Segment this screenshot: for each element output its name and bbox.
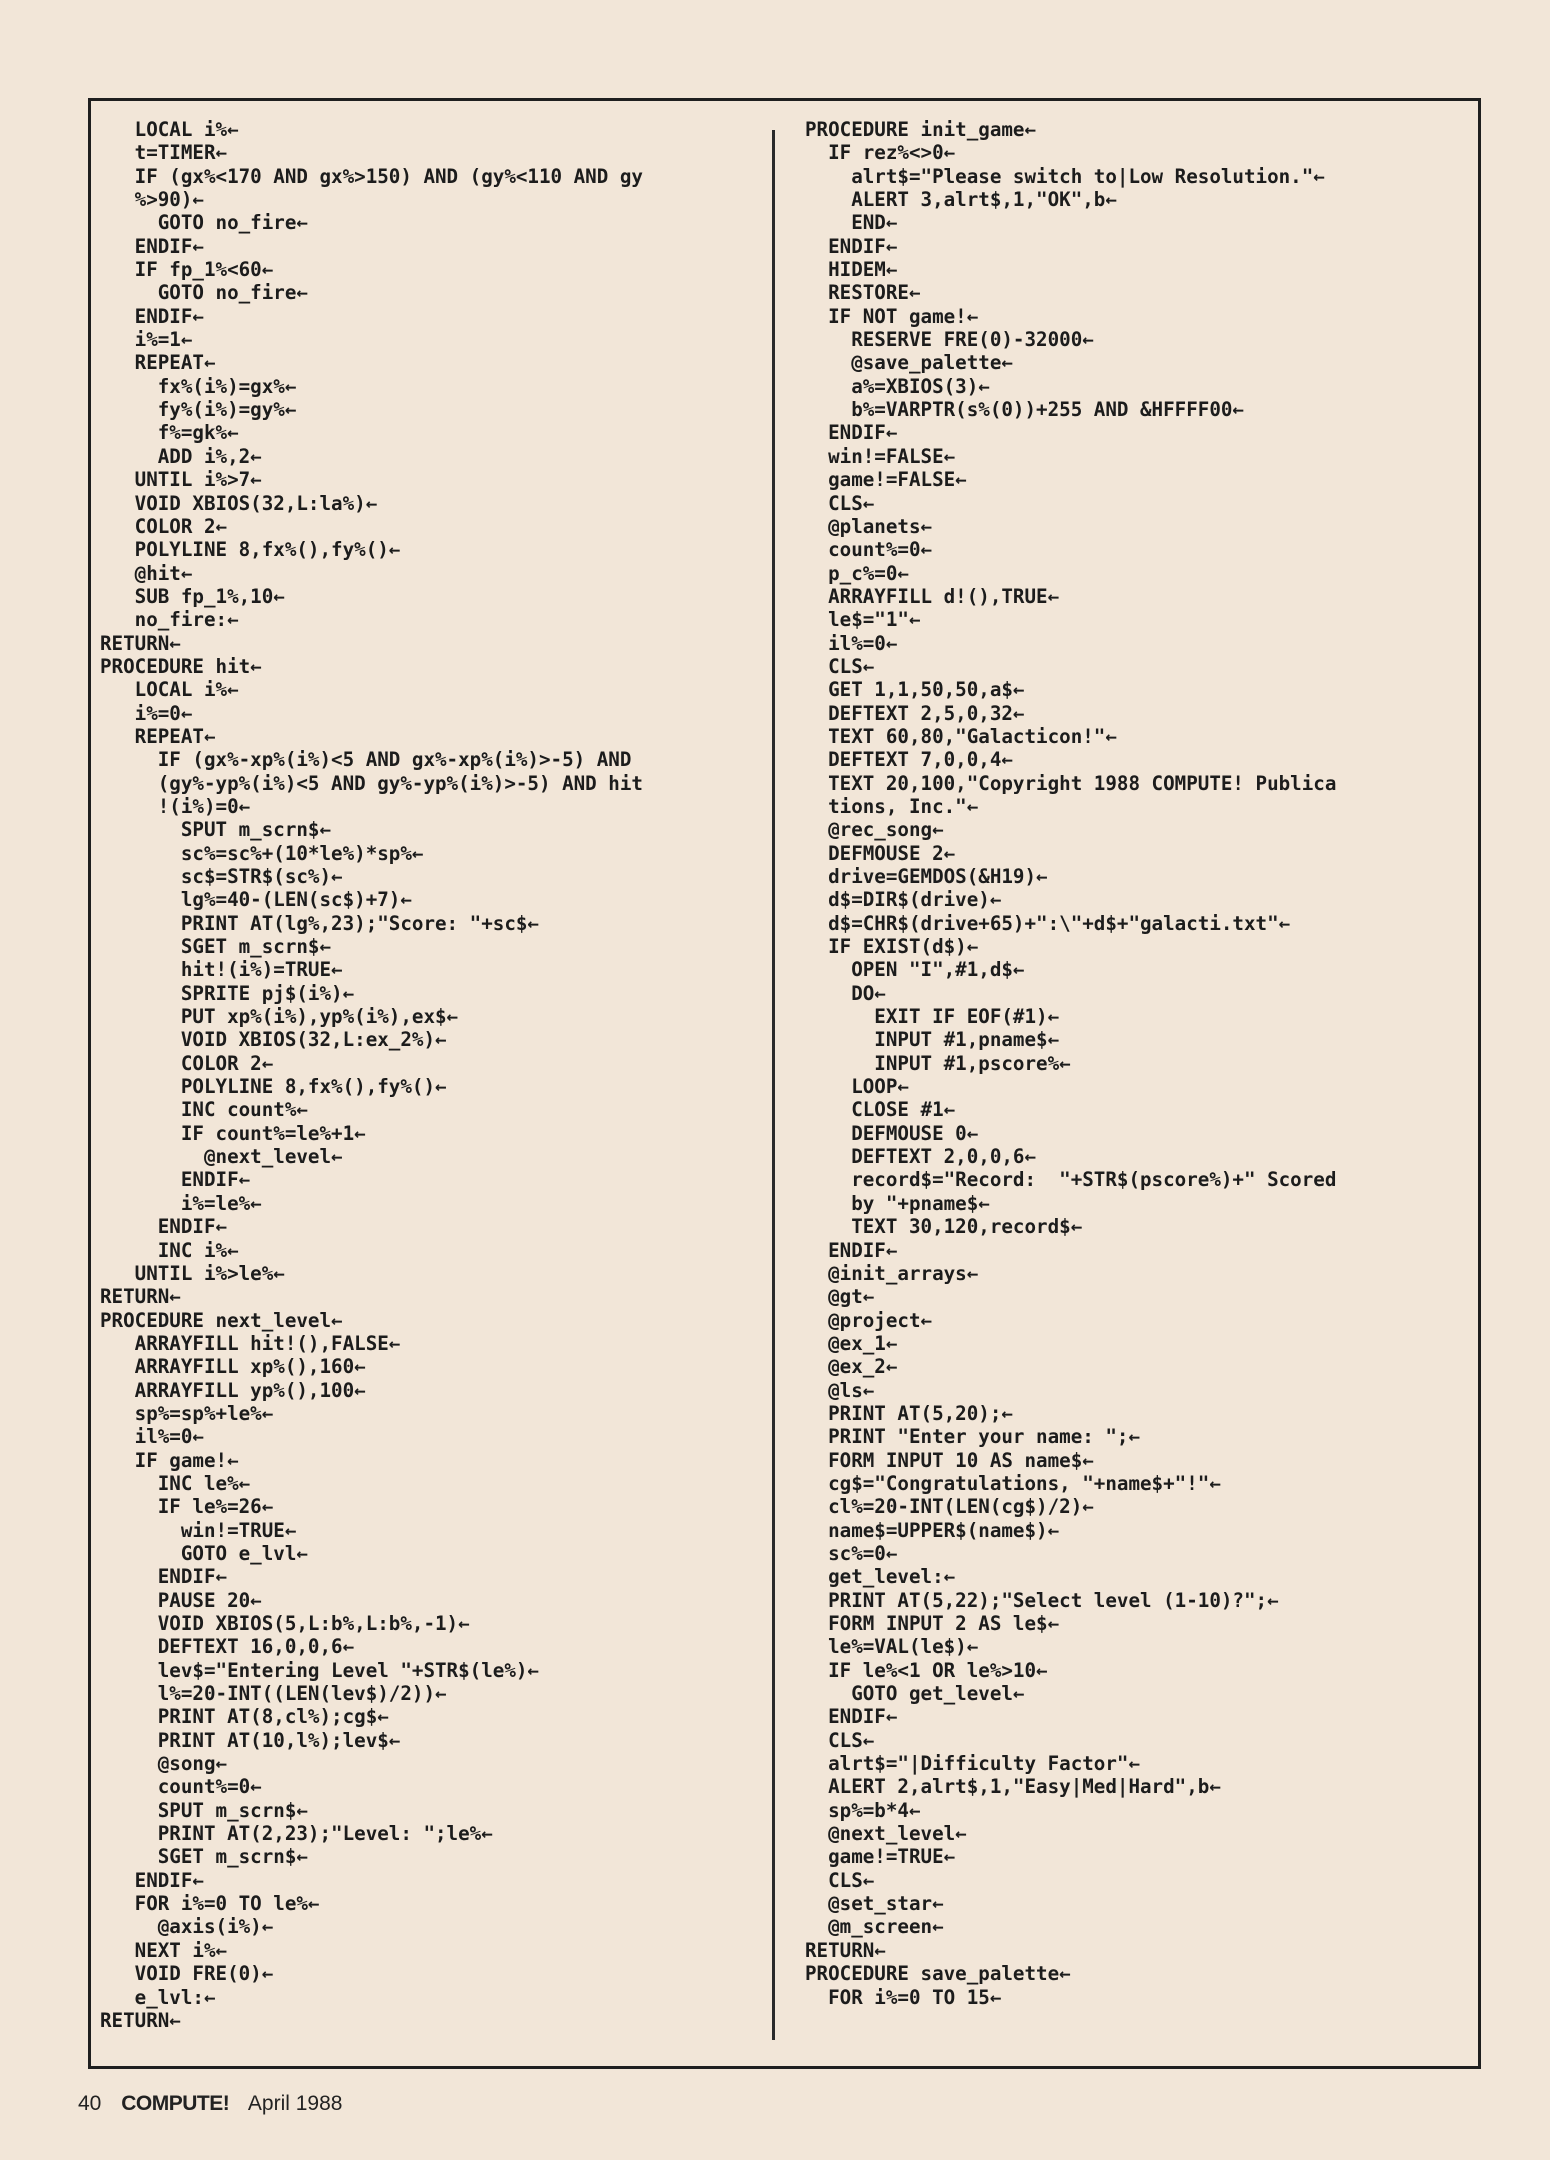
code-column-right [805,118,1465,2009]
code-line: PRINT AT(10,l%);lev$← [100,1728,401,1752]
code-line: FOR i%=0 TO le%← [100,1892,320,1916]
code-line: INPUT #1,pname$← [805,1028,1060,1052]
code-line: count%=0← [805,538,933,562]
code-line: @axis(i%)← [100,1915,274,1939]
code-line: UNTIL i%>le%← [100,1261,285,1285]
code-line: game!=TRUE← [805,1845,956,1869]
code-line: TEXT 60,80,"Galacticon!"← [805,724,1117,748]
code-line: @rec_song← [805,818,944,842]
code-line: a%=XBIOS(3)← [805,374,990,398]
code-line: ADD i%,2← [100,444,262,468]
code-line: count%=0← [100,1775,262,1799]
code-line: DEFTEXT 16,0,0,6← [100,1635,355,1659]
code-line: LOOP← [805,1075,909,1099]
code-line: e_lvl:← [100,1985,216,2009]
code-line: SPRITE pj$(i%)← [100,981,355,1005]
code-line: RETURN← [100,2008,181,2032]
code-line: ALERT 2,alrt$,1,"Easy|Med|Hard",b← [805,1775,1221,1799]
code-line: IF (gx%-xp%(i%)<5 AND gx%-xp%(i%)>-5) AND [100,748,632,772]
code-line: SUB fp_1%,10← [100,584,285,608]
code-line: @ls← [805,1378,875,1402]
code-line: PAUSE 20← [100,1588,262,1612]
code-line: REPEAT← [100,351,216,375]
code-line: i%=1← [100,328,193,352]
code-line: GOTO no_fire← [100,281,308,305]
code-line: l%=20-INT((LEN(lev$)/2))← [100,1682,447,1706]
code-line: PROCEDURE hit← [100,654,262,678]
code-line: IF count%=le%+1← [100,1121,366,1145]
code-line: PRINT AT(5,22);"Select level (1-10)?";← [805,1588,1279,1612]
code-line: PRINT AT(lg%,23);"Score: "+sc$← [100,911,539,935]
code-line: @set_star← [805,1892,944,1916]
code-line: t=TIMER← [100,141,228,165]
code-line: @gt← [805,1285,875,1309]
code-line: sp%=sp%+le%← [100,1401,274,1425]
code-line: b%=VARPTR(s%(0))+255 AND &HFFFF00← [805,398,1244,422]
code-line: ENDIF← [100,304,204,328]
code-line: @song← [100,1752,228,1776]
code-line: get_level:← [805,1565,956,1589]
code-line: PUT xp%(i%),yp%(i%),ex$← [100,1005,459,1029]
code-line: RETURN← [805,1938,886,1962]
code-line: PRINT AT(8,cl%);cg$← [100,1705,389,1729]
code-line: PRINT AT(2,23);"Level: ";le%← [100,1822,493,1846]
code-line: INPUT #1,pscore%← [805,1051,1071,1075]
code-line: VOID FRE(0)← [100,1962,274,1986]
code-line: VOID XBIOS(32,L:la%)← [100,491,378,515]
code-line: DEFTEXT 7,0,0,4← [805,748,1013,772]
code-line: name$=UPPER$(name$)← [805,1518,1060,1542]
code-line: @ex_2← [805,1355,898,1379]
code-line: ARRAYFILL hit!(),FALSE← [100,1331,401,1355]
code-line: ARRAYFILL yp%(),100← [100,1378,366,1402]
code-line: IF rez%<>0← [805,141,956,165]
code-line: PRINT AT(5,20);← [805,1401,1013,1425]
code-line: tions, Inc."← [805,794,979,818]
code-line: !(i%)=0← [100,794,251,818]
code-line: POLYLINE 8,fx%(),fy%()← [100,1075,447,1099]
code-line: LOCAL i%← [100,678,239,702]
code-line: CLOSE #1← [805,1098,956,1122]
column-divider [772,130,775,2040]
code-line: ENDIF← [805,234,898,258]
code-line: GOTO e_lvl← [100,1541,308,1565]
code-line: d$=CHR$(drive+65)+":\"+d$+"galacti.txt"← [805,911,1291,935]
code-line: IF game!← [100,1448,239,1472]
code-line: DEFTEXT 2,5,0,32← [805,701,1025,725]
code-line: le$="1"← [805,608,921,632]
code-line: (gy%-yp%(i%)<5 AND gy%-yp%(i%)>-5) AND hit [100,771,643,795]
code-column-left [100,118,765,2032]
code-line: fx%(i%)=gx%← [100,374,297,398]
page-number: 40 [78,2092,102,2115]
code-line: END← [805,211,898,235]
code-line: FOR i%=0 TO 15← [805,1985,1002,2009]
code-line: %>90)← [100,188,204,212]
code-line: @init_arrays← [805,1261,979,1285]
code-line: cg$="Congratulations, "+name$+"!"← [805,1471,1221,1495]
code-line: @save_palette← [805,351,1013,375]
code-line: @hit← [100,561,193,585]
code-line: sc$=STR$(sc%)← [100,865,343,888]
code-line: i%=le%← [100,1191,262,1215]
code-line: GOTO no_fire← [100,211,308,235]
page-footer [78,2092,342,2116]
code-line: il%=0← [100,1425,204,1449]
code-line: OPEN "I",#1,d$← [805,958,1025,982]
code-line: CLS← [805,654,875,678]
code-line: ENDIF← [100,1168,251,1192]
code-line: alrt$="|Difficulty Factor"← [805,1752,1141,1776]
code-line: PROCEDURE init_game← [805,118,1037,141]
code-line: EXIT IF EOF(#1)← [805,1005,1060,1029]
code-line: VOID XBIOS(32,L:ex_2%)← [100,1028,447,1052]
code-line: TEXT 30,120,record$← [805,1215,1083,1239]
code-line: drive=GEMDOS(&H19)← [805,865,1048,888]
code-line: @next_level← [805,1822,967,1846]
code-line: VOID XBIOS(5,L:b%,L:b%,-1)← [100,1612,470,1635]
code-line: INC i%← [100,1238,239,1262]
code-line: @m_screen← [805,1915,944,1939]
code-line: GET 1,1,50,50,a$← [805,678,1025,702]
code-line: alrt$="Please switch to|Low Resolution."← [805,164,1325,188]
code-line: RESERVE FRE(0)-32000← [805,328,1094,352]
code-line: POLYLINE 8,fx%(),fy%()← [100,538,401,562]
code-line: lg%=40-(LEN(sc$)+7)← [100,888,412,912]
code-line: PRINT "Enter your name: ";← [805,1425,1141,1449]
code-line: IF EXIST(d$)← [805,935,979,959]
code-line: hit!(i%)=TRUE← [100,958,343,982]
code-line: UNTIL i%>7← [100,468,262,492]
code-line: LOCAL i%← [100,118,239,141]
code-line: IF (gx%<170 AND gx%>150) AND (gy%<110 AND gy [100,164,643,188]
code-line: i%=0← [100,701,193,725]
code-line: cl%=20-INT(LEN(cg$)/2)← [805,1495,1094,1519]
code-line: no_fire:← [100,608,239,632]
code-line: DO← [805,981,886,1005]
code-line: COLOR 2← [100,1051,274,1075]
magazine-name: COMPUTE! [121,2092,230,2115]
code-line: COLOR 2← [100,514,228,538]
code-line: @next_level← [100,1145,343,1169]
code-line: ENDIF← [805,1238,898,1262]
code-line: RETURN← [100,1285,181,1309]
code-line: by "+pname$← [805,1191,990,1215]
code-line: IF le%<1 OR le%>10← [805,1658,1048,1682]
code-line: sp%=b*4← [805,1798,921,1822]
code-line: IF le%=26← [100,1495,274,1519]
code-line: CLS← [805,1868,875,1892]
issue-date: April 1988 [247,2092,343,2115]
code-line: @ex_1← [805,1331,898,1355]
code-line: SGET m_scrn$← [100,1845,308,1869]
code-line: SPUT m_scrn$← [100,1798,308,1822]
code-line: win!=FALSE← [805,444,956,468]
code-line: PROCEDURE next_level← [100,1308,343,1332]
code-line: ENDIF← [100,234,204,258]
code-line: FORM INPUT 2 AS le$← [805,1612,1060,1635]
code-line: ARRAYFILL xp%(),160← [100,1355,366,1379]
code-line: ENDIF← [100,1868,204,1892]
code-line: p_c%=0← [805,561,909,585]
code-line: f%=gk%← [100,421,239,445]
code-line: FORM INPUT 10 AS name$← [805,1448,1094,1472]
code-line: game!=FALSE← [805,468,967,492]
code-line: INC count%← [100,1098,308,1122]
code-line: lev$="Entering Level "+STR$(le%)← [100,1658,539,1682]
code-line: HIDEM← [805,258,898,282]
code-line: INC le%← [100,1471,251,1495]
code-line: SPUT m_scrn$← [100,818,332,842]
code-line: d$=DIR$(drive)← [805,888,1002,912]
code-line: GOTO get_level← [805,1682,1025,1706]
code-line: win!=TRUE← [100,1518,297,1542]
code-line: TEXT 20,100,"Copyright 1988 COMPUTE! Publica [805,771,1337,795]
code-line: SGET m_scrn$← [100,935,332,959]
code-line: ENDIF← [805,421,898,445]
code-line: fy%(i%)=gy%← [100,398,297,422]
code-line: @project← [805,1308,933,1332]
code-line: IF NOT game!← [805,304,979,328]
code-line: sc%=sc%+(10*le%)*sp%← [100,841,424,865]
code-line: le%=VAL(le$)← [805,1635,979,1659]
code-line: ARRAYFILL d!(),TRUE← [805,584,1060,608]
code-line: REPEAT← [100,724,216,748]
code-line: record$="Record: "+STR$(pscore%)+" Scored [805,1168,1337,1192]
code-line: ENDIF← [100,1215,228,1239]
code-line: ENDIF← [100,1565,228,1589]
code-line: il%=0← [805,631,898,655]
code-line: ALERT 3,alrt$,1,"OK",b← [805,188,1117,212]
code-line: RESTORE← [805,281,921,305]
code-line: CLS← [805,1728,875,1752]
code-line: IF fp_1%<60← [100,258,274,282]
code-line: CLS← [805,491,875,515]
code-line: ENDIF← [805,1705,898,1729]
code-line: PROCEDURE save_palette← [805,1962,1071,1986]
code-line: DEFMOUSE 2← [805,841,956,865]
code-line: DEFMOUSE 0← [805,1121,979,1145]
code-line: NEXT i%← [100,1938,228,1962]
code-line: RETURN← [100,631,181,655]
code-line: sc%=0← [805,1541,898,1565]
code-line: @planets← [805,514,933,538]
code-line: DEFTEXT 2,0,0,6← [805,1145,1037,1169]
